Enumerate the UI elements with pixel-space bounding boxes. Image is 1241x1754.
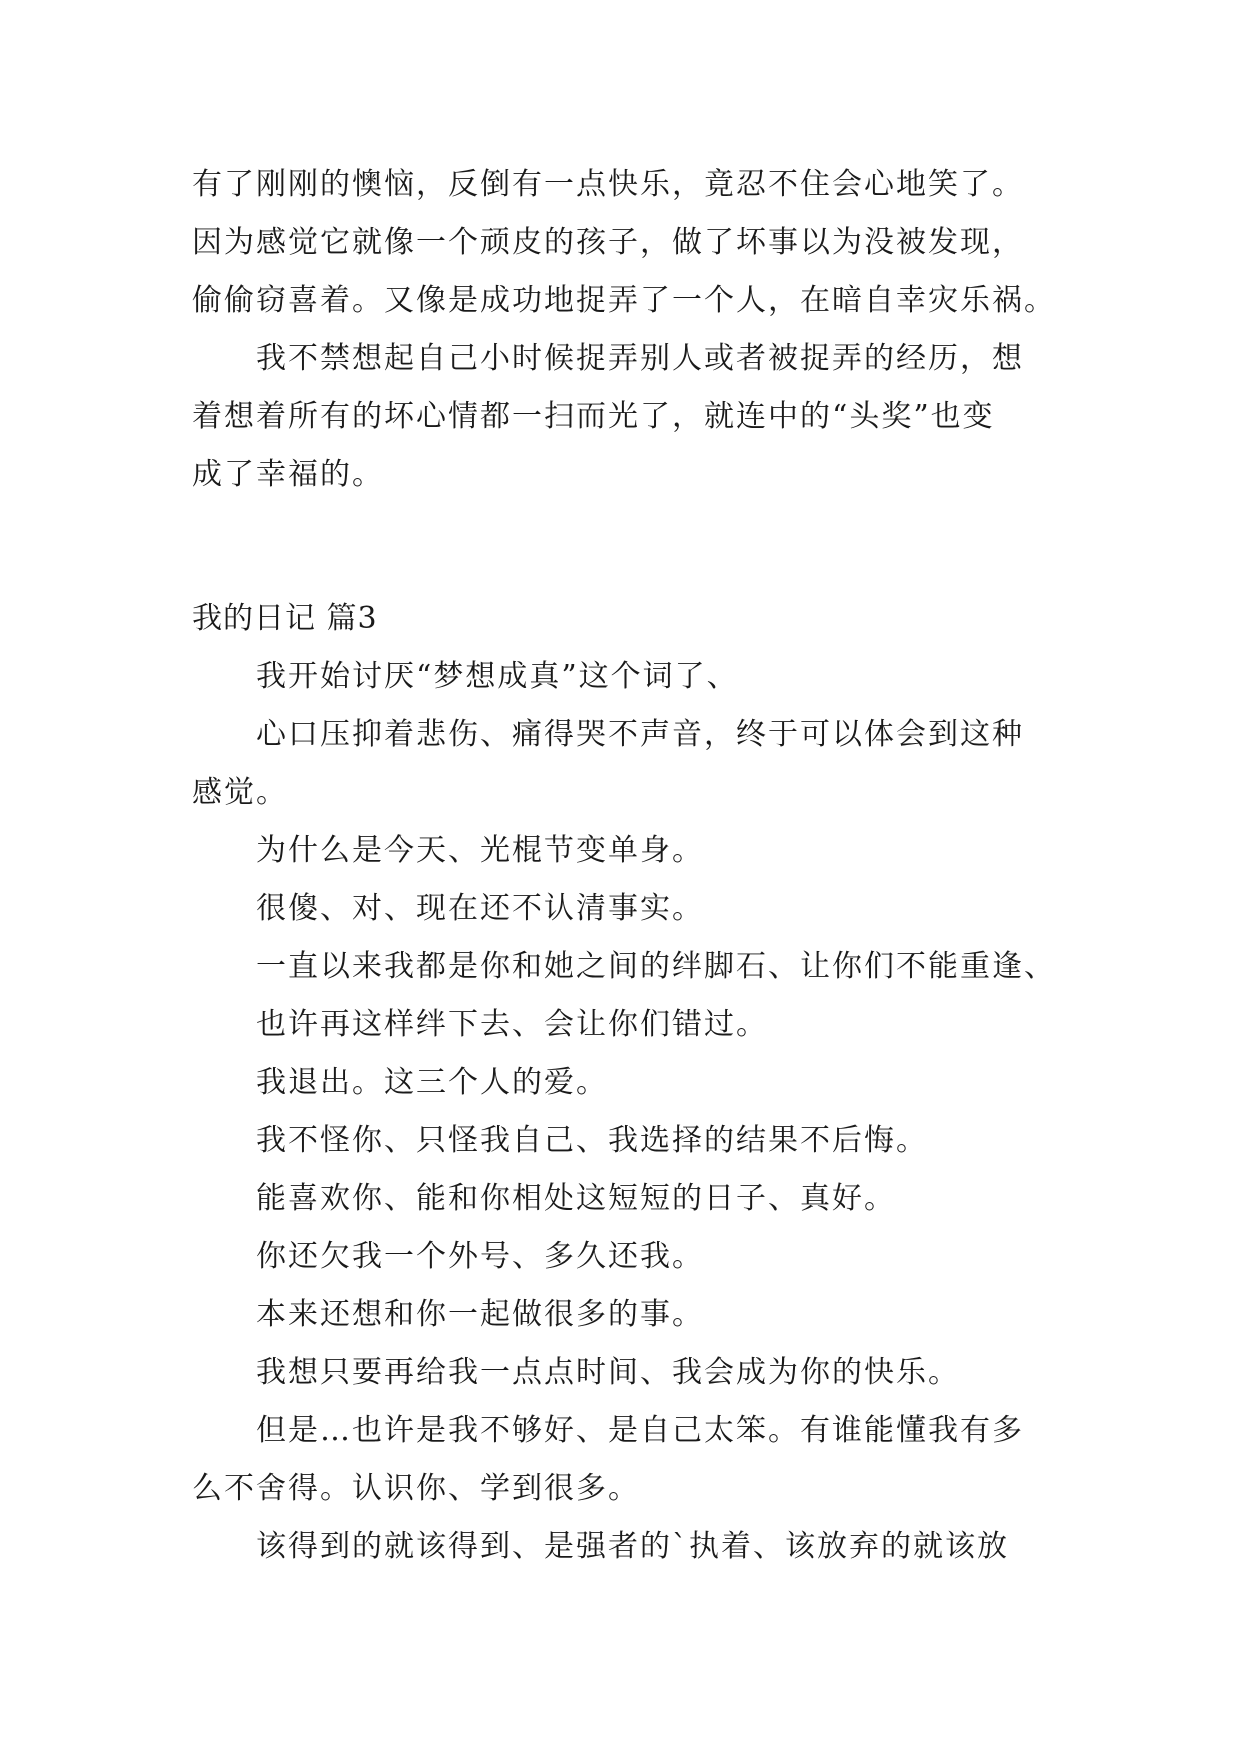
- paragraph-line: 一直以来我都是你和她之间的绊脚石、让你们不能重逢、: [256, 949, 1056, 984]
- paragraph-line: 么不舍得。认识你、学到很多。: [192, 1471, 640, 1506]
- paragraph-line: 有了刚刚的懊恼，反倒有一点快乐，竟忍不住会心地笑了。: [192, 167, 1024, 202]
- document-body: [192, 156, 1072, 1576]
- paragraph-line: 因为感觉它就像一个顽皮的孩子，做了坏事以为没被发现，: [192, 225, 1024, 260]
- paragraph-line: 心口压抑着悲伤、痛得哭不声音，终于可以体会到这种: [256, 717, 1024, 752]
- paragraph-line: 我退出。这三个人的爱。: [256, 1065, 608, 1100]
- paragraph-line: 我不怪你、只怪我自己、我选择的结果不后悔。: [256, 1123, 928, 1158]
- paragraph-line: 能喜欢你、能和你相处这短短的日子、真好。: [256, 1181, 896, 1216]
- paragraph-line: 着想着所有的坏心情都一扫而光了，就连中的“头奖”也变: [192, 399, 995, 434]
- paragraph-line: 为什么是今天、光棍节变单身。: [256, 833, 704, 868]
- paragraph-line: 本来还想和你一起做很多的事。: [256, 1297, 704, 1332]
- paragraph-line: 偷偷窃喜着。又像是成功地捉弄了一个人，在暗自幸灾乐祸。: [192, 283, 1056, 318]
- paragraph-line: 我不禁想起自己小时候捉弄别人或者被捉弄的经历，想: [256, 341, 1024, 376]
- paragraph-line: 该得到的就该得到、是强者的`执着、该放弃的就该放: [256, 1529, 1009, 1564]
- paragraph-line: 但是…也许是我不够好、是自己太笨。有谁能懂我有多: [256, 1413, 1024, 1448]
- paragraph-line: 也许再这样绊下去、会让你们错过。: [256, 1007, 768, 1042]
- section-spacer: [192, 504, 1072, 590]
- paragraph-line: 我想只要再给我一点点时间、我会成为你的快乐。: [256, 1355, 960, 1390]
- paragraph-line: 很傻、对、现在还不认清事实。: [256, 891, 704, 926]
- paragraph-line: 我开始讨厌“梦想成真”这个词了、: [256, 659, 739, 694]
- section-title: 我的日记 篇3: [192, 601, 378, 636]
- paragraph-line: 成了幸福的。: [192, 457, 384, 492]
- paragraph-line: 你还欠我一个外号、多久还我。: [256, 1239, 704, 1274]
- paragraph-line: 感觉。: [192, 775, 288, 810]
